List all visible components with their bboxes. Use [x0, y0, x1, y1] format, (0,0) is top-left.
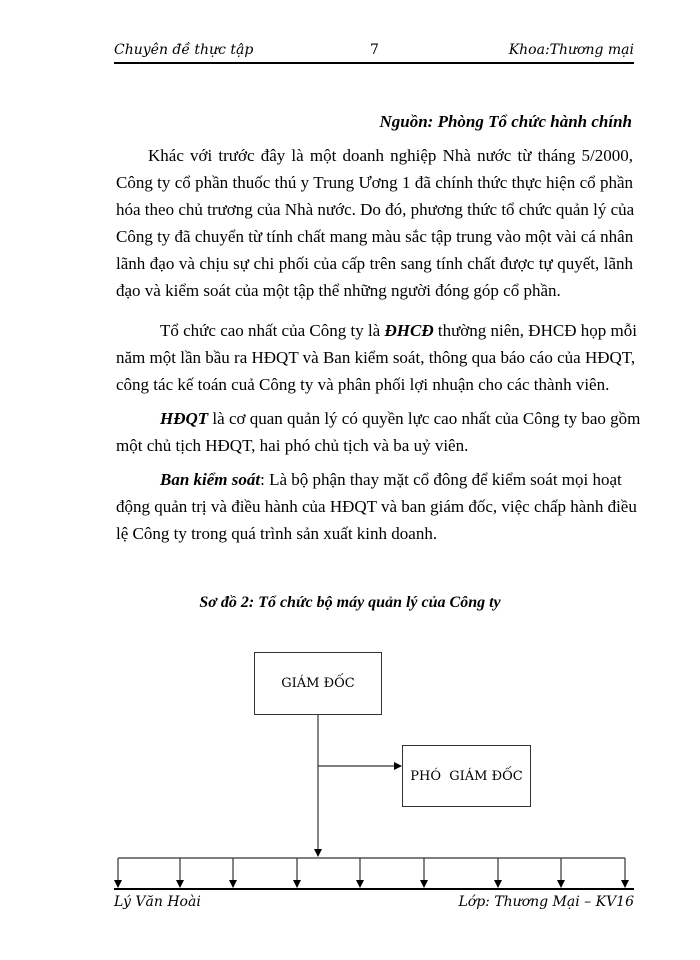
paragraph-line: động quản trị và điều hành của HĐQT và ban giám đốc, việc chấp hành điều — [116, 497, 637, 516]
paragraph-line: hóa theo chủ trương của Nhà nước. Do đó, phương thức tổ chức quản lý của — [116, 200, 635, 219]
footer-class: Lớp: Thương Mại – KV16 — [458, 894, 634, 910]
node-deputy-director-label: PHÓ GIÁM ĐỐC — [410, 768, 523, 784]
source-note: Nguồn: Phòng Tổ chức hành chính — [379, 112, 632, 131]
node-deputy-director — [402, 745, 531, 807]
paragraph-line: Ban kiểm soát: Là bộ phận thay mặt cổ đông để kiểm soát mọi hoạt — [160, 470, 622, 489]
term-ban-kiem-soat: Ban kiểm soát — [160, 470, 261, 489]
page-footer — [114, 888, 634, 914]
node-director — [254, 652, 382, 715]
header-faculty: Khoa:Thương mại — [508, 42, 634, 58]
paragraph-line: lệ Công ty trong quá trình sản xuất kinh doanh. — [116, 524, 438, 543]
term-hdqt: HĐQT — [160, 409, 209, 428]
paragraph-line: công tác kế toán cuả Công ty và phân phối lợi nhuận cho các thành viên. — [116, 375, 610, 394]
diagram-title: Sơ đồ 2: Tổ chức bộ máy quản lý của Công ty — [199, 594, 501, 611]
node-director-label: GIÁM ĐỐC — [281, 676, 355, 691]
paragraph-line: đạo và kiểm soát của một tập thể những người đóng góp cổ phần. — [116, 281, 561, 300]
paragraph-line: Khác với trước đây là một doanh nghiệp Nhà nước từ tháng 5/2000, — [148, 146, 633, 165]
paragraph-line: năm một lần bầu ra HĐQT và Ban kiểm soát, thông qua báo cáo của HĐQT, — [116, 348, 636, 367]
paragraph-line: một chủ tịch HĐQT, hai phó chủ tịch và ba uỷ viên. — [116, 436, 469, 455]
footer-author: Lý Văn Hoài — [114, 894, 201, 910]
term-dhcd: ĐHCĐ — [384, 321, 434, 340]
paragraph-line: Công ty đã chuyển từ tính chất mang màu sắc tập trung vào một vài cá nhân — [116, 227, 634, 246]
page-number: 7 — [370, 42, 379, 58]
paragraph-line: HĐQT là cơ quan quản lý có quyền lực cao nhất của Công ty bao gồm — [160, 409, 641, 428]
paragraph-line: Công ty cổ phần thuốc thú y Trung Ương 1 đã chính thức thực hiện cổ phần — [116, 173, 633, 192]
header-document-type: Chuyên đề thực tập — [114, 42, 254, 58]
paragraph-line: Tổ chức cao nhất của Công ty là ĐHCĐ thường niên, ĐHCĐ họp mỗi — [160, 321, 637, 340]
paragraph-line: lãnh đạo và chịu sự chi phối của cấp trên sang tính chất được tự quyết, lãnh — [116, 254, 633, 273]
